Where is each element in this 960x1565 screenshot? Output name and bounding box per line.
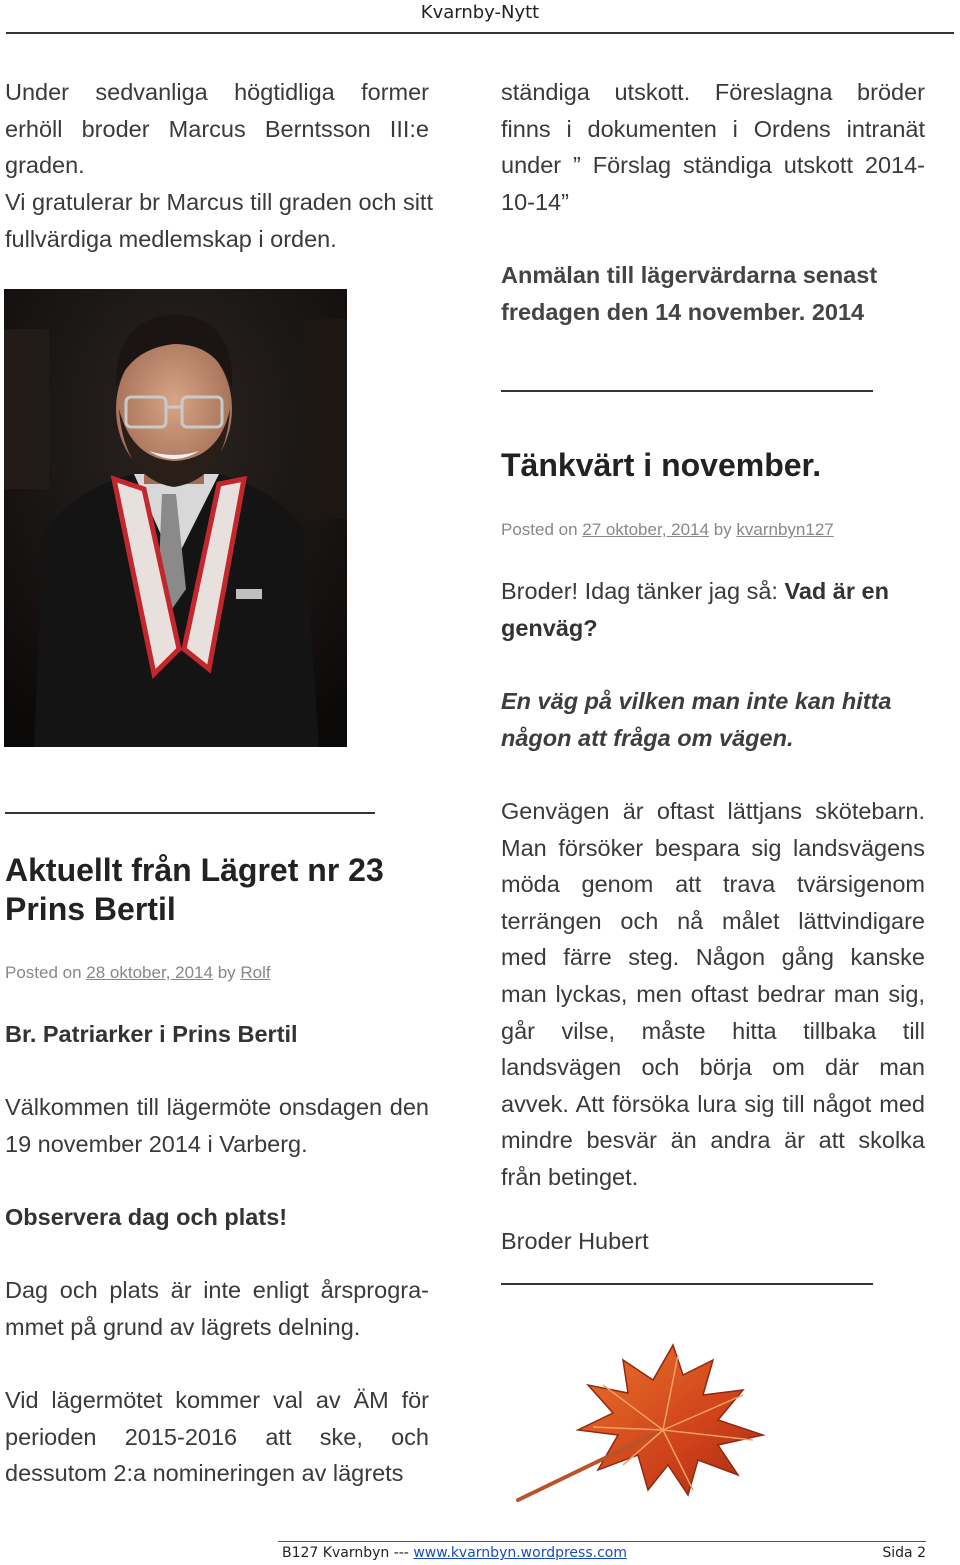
posted-on-label: Posted on: [5, 963, 82, 982]
committee-paragraph: ständiga utskott. Föreslagna bröder finns i dokumenten i Ordens intranät under ” Förslag ständiga utskott 2014-10-14”: [501, 79, 925, 215]
article-title-aktuellt: Aktuellt från Lägret nr 23 Prins Bertil: [5, 852, 384, 927]
lead-plain-text: Broder! Idag tänker jag så:: [501, 578, 785, 604]
article-paragraph-2: Observera dag och plats!: [5, 1204, 288, 1230]
article-signature: Broder Hubert: [501, 1228, 649, 1254]
post-date-link[interactable]: 28 oktober, 2014: [86, 963, 213, 982]
section-divider-right: [501, 390, 873, 392]
header-divider: [6, 32, 954, 34]
by-label: by: [217, 963, 236, 982]
registration-notice: Anmälan till lägervärdarna senast fredagen den 14 november. 2014: [501, 262, 878, 325]
maple-leaf-icon: [498, 1335, 798, 1510]
page-footer: [282, 1545, 926, 1561]
author-link[interactable]: kvarnbyn127: [736, 520, 834, 539]
member-photo-image: [4, 289, 347, 747]
by-label: by: [713, 520, 732, 539]
page-number: Sida 2: [882, 1545, 926, 1561]
article-body: Genvägen är oftast lättjans skötebarn. Man försöker bespara sig landsvägens möda genom att trava tvärsigenom terrängen och nå målet lättvindigare med färre steg. Någon gång kanske man lyckas, men oftast bedrar man sig, går vilse, måste hitta tillbaka till landsvägen och börja om där man avvek. Att försöka lura sig till något med mindre besvär än andra är att skolka från betinget.: [501, 798, 925, 1190]
website-link[interactable]: www.kvarnbyn.wordpress.com: [413, 1545, 627, 1561]
article-meta-aktuellt: [5, 963, 435, 983]
autumn-leaf-image: [498, 1335, 798, 1510]
article-title-tankvart: Tänkvärt i november.: [501, 447, 822, 483]
lead-bold-text: Vad är en genväg?: [501, 578, 889, 641]
post-date-link[interactable]: 27 oktober, 2014: [582, 520, 709, 539]
footer-prefix: B127 Kvarnbyn ---: [282, 1545, 414, 1561]
article-paragraph-3: Dag och plats är inte enligt årsprogra-mmet på grund av lägrets delning.: [5, 1277, 429, 1340]
article-lead: [501, 573, 925, 646]
section-divider-left: [5, 812, 375, 814]
article-paragraph-1: Välkommen till lägermöte onsdagen den 19 november 2014 i Varberg.: [5, 1094, 429, 1157]
intro-paragraph-2: Vi gratulerar br Marcus till graden och sitt fullvärdiga medlemskap i orden.: [5, 189, 433, 252]
member-photo: [4, 289, 347, 747]
posted-on-label: Posted on: [501, 520, 578, 539]
article-quote: En väg på vilken man inte kan hitta någon att fråga om vägen.: [501, 688, 892, 751]
article-greeting: Br. Patriarker i Prins Bertil: [5, 1021, 298, 1047]
article-meta-tankvart: [501, 520, 931, 540]
newsletter-title: Kvarnby-Nytt: [420, 2, 540, 23]
intro-paragraph-1: Under sedvanliga högtidliga former erhöll broder Marcus Berntsson III:e graden.: [5, 79, 429, 179]
author-link[interactable]: Rolf: [240, 963, 271, 982]
article-paragraph-4: Vid lägermötet kommer val av ÄM för perioden 2015-2016 att ske, och dessutom 2:a nomineringen av lägrets: [5, 1387, 429, 1487]
footer-divider: [278, 1541, 926, 1542]
section-divider-signature: [501, 1283, 873, 1285]
